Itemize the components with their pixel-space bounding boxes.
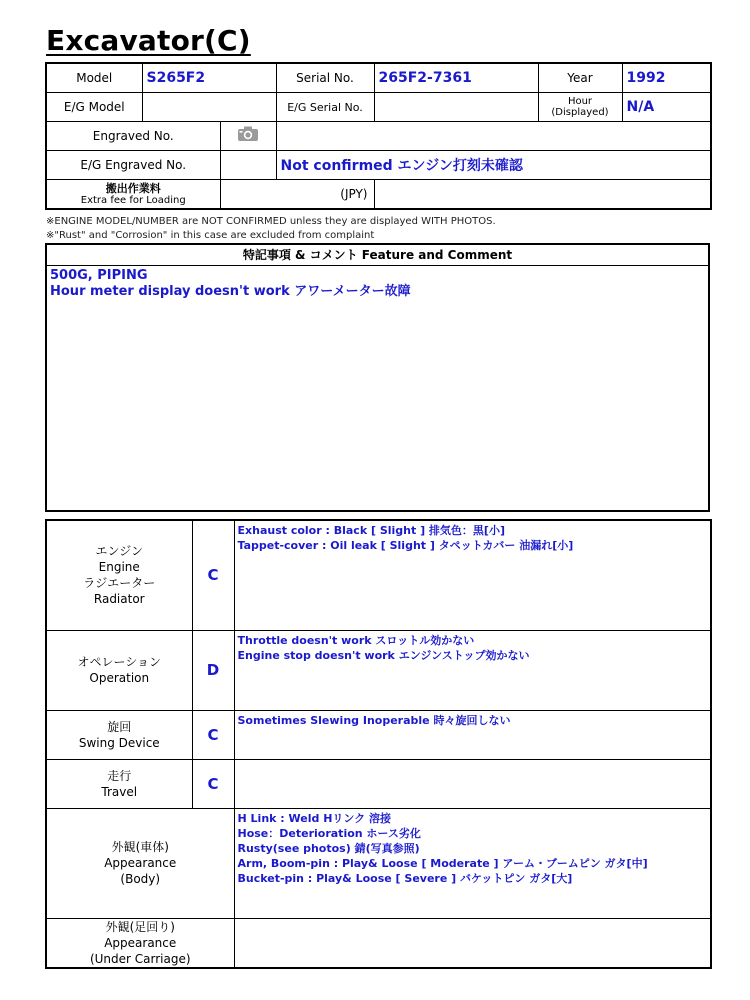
category-label-jp: ラジエーター	[83, 576, 156, 591]
category-operation	[46, 630, 192, 710]
loading-fee-value	[374, 180, 711, 210]
loading-fee-label-jp: 搬出作業料	[105, 181, 161, 195]
comment-line: Arm, Boom-pin : Play& Loose [ Moderate ] アーム・ブームピン ガタ[中]	[237, 856, 648, 870]
grade-travel: C	[192, 759, 234, 808]
loading-fee-label-en: Extra fee for Loading	[80, 194, 186, 206]
category-label-jp: 走行	[107, 768, 132, 783]
inspection-table	[45, 519, 712, 969]
engraved-value	[276, 122, 711, 151]
comments-operation	[234, 630, 711, 710]
comment-line: Bucket-pin : Play& Loose [ Severe ] バケットピン ガタ[大]	[237, 871, 573, 885]
year-label: Year	[538, 63, 622, 93]
category-label-en: Radiator	[93, 592, 145, 607]
feature-comment-body	[47, 266, 708, 302]
model-value: S265F2	[142, 63, 276, 93]
grade-operation: D	[192, 630, 234, 710]
header-table	[45, 62, 712, 210]
comment-line: H Link : Weld Hリンク 溶接	[237, 811, 392, 825]
eg-serial-label: E/G Serial No.	[276, 93, 374, 122]
eg-model-label: E/G Model	[46, 93, 142, 122]
category-label-en: Swing Device	[78, 735, 160, 750]
comments-appearance-under	[234, 918, 711, 968]
comment-line: Sometimes Slewing Inoperable 時々旋回しない	[237, 713, 511, 727]
comment-line: Tappet-cover : Oil leak [ Slight ] タペットカバー 油漏れ[小]	[237, 539, 574, 552]
category-label-en: Travel	[101, 784, 138, 799]
feature-line: 500G, PIPING	[50, 268, 148, 283]
page-title: Excavator(C)	[46, 24, 251, 57]
category-travel	[46, 759, 192, 808]
category-label-jp: 外観(足回り)	[105, 919, 175, 934]
model-label: Model	[46, 63, 142, 93]
serial-value: 265F2-7361	[374, 63, 538, 93]
inspection-row-appearance-body	[46, 808, 711, 918]
feature-comment-box	[45, 243, 710, 512]
inspection-row-engine	[46, 520, 711, 630]
comment-line: Throttle doesn't work スロットル効かない	[237, 633, 475, 647]
feature-comment-header: 特記事項 & コメント Feature and Comment	[47, 245, 708, 266]
comment-line: Exhaust color : Black [ Slight ] 排気色：黒[小]	[237, 524, 505, 537]
category-label-en: (Body)	[120, 872, 161, 886]
category-appearance-under	[46, 918, 234, 968]
eg-model-value	[142, 93, 276, 122]
camera-icon	[237, 126, 259, 142]
note-engine-confirm: ※ENGINE MODEL/NUMBER are NOT CONFIRMED unless they are displayed WITH PHOTOS.	[46, 216, 496, 227]
category-label-en: Engine	[98, 560, 140, 575]
comment-line: Engine stop doesn't work エンジンストップ効かない	[237, 648, 530, 662]
serial-label: Serial No.	[276, 63, 374, 93]
eg-engraved-label: E/G Engraved No.	[46, 151, 220, 180]
category-label-jp: エンジン	[95, 544, 143, 559]
category-label-en: (Under Carriage)	[89, 951, 191, 966]
grade-swing: C	[192, 710, 234, 759]
category-swing	[46, 710, 192, 759]
category-label-jp: オペレーション	[77, 655, 162, 669]
feature-line: Hour meter display doesn't work アワーメーター故障	[50, 284, 411, 299]
category-label-jp: 外観(車体)	[111, 840, 169, 854]
comment-line: Hose：Deterioration ホース劣化	[237, 826, 421, 840]
engraved-label: Engraved No.	[46, 122, 220, 151]
engraved-photo-cell	[220, 122, 276, 151]
comment-line: Rusty(see photos) 錆(写真参照)	[237, 841, 420, 855]
category-label-en: Appearance	[104, 856, 177, 870]
inspection-row-operation	[46, 630, 711, 710]
inspection-row-swing	[46, 710, 711, 759]
hour-label	[538, 93, 622, 122]
category-engine	[46, 520, 192, 630]
grade-engine: C	[192, 520, 234, 630]
comments-swing	[234, 710, 711, 759]
year-value: 1992	[622, 63, 711, 93]
category-label-en: Operation	[89, 671, 150, 685]
category-label-en: Appearance	[104, 935, 177, 950]
category-label-jp: 旋回	[107, 719, 132, 734]
inspection-row-travel	[46, 759, 711, 808]
note-rust: ※"Rust" and "Corrosion" in this case are excluded from complaint	[46, 230, 375, 241]
category-appearance-body	[46, 808, 234, 918]
hour-label-line1: Hour	[567, 96, 593, 107]
loading-fee-currency: (JPY)	[220, 180, 374, 210]
eg-engraved-photo-cell	[220, 151, 276, 180]
eg-serial-value	[374, 93, 538, 122]
comments-travel	[234, 759, 711, 808]
loading-fee-label	[46, 180, 220, 210]
inspection-row-appearance-under	[46, 918, 711, 968]
eg-engraved-value: Not confirmed エンジン打刻未確認	[276, 151, 711, 180]
hour-value: N/A	[622, 93, 711, 122]
comments-appearance-body	[234, 808, 711, 918]
hour-label-line2: (Displayed)	[551, 107, 609, 118]
comments-engine	[234, 520, 711, 630]
